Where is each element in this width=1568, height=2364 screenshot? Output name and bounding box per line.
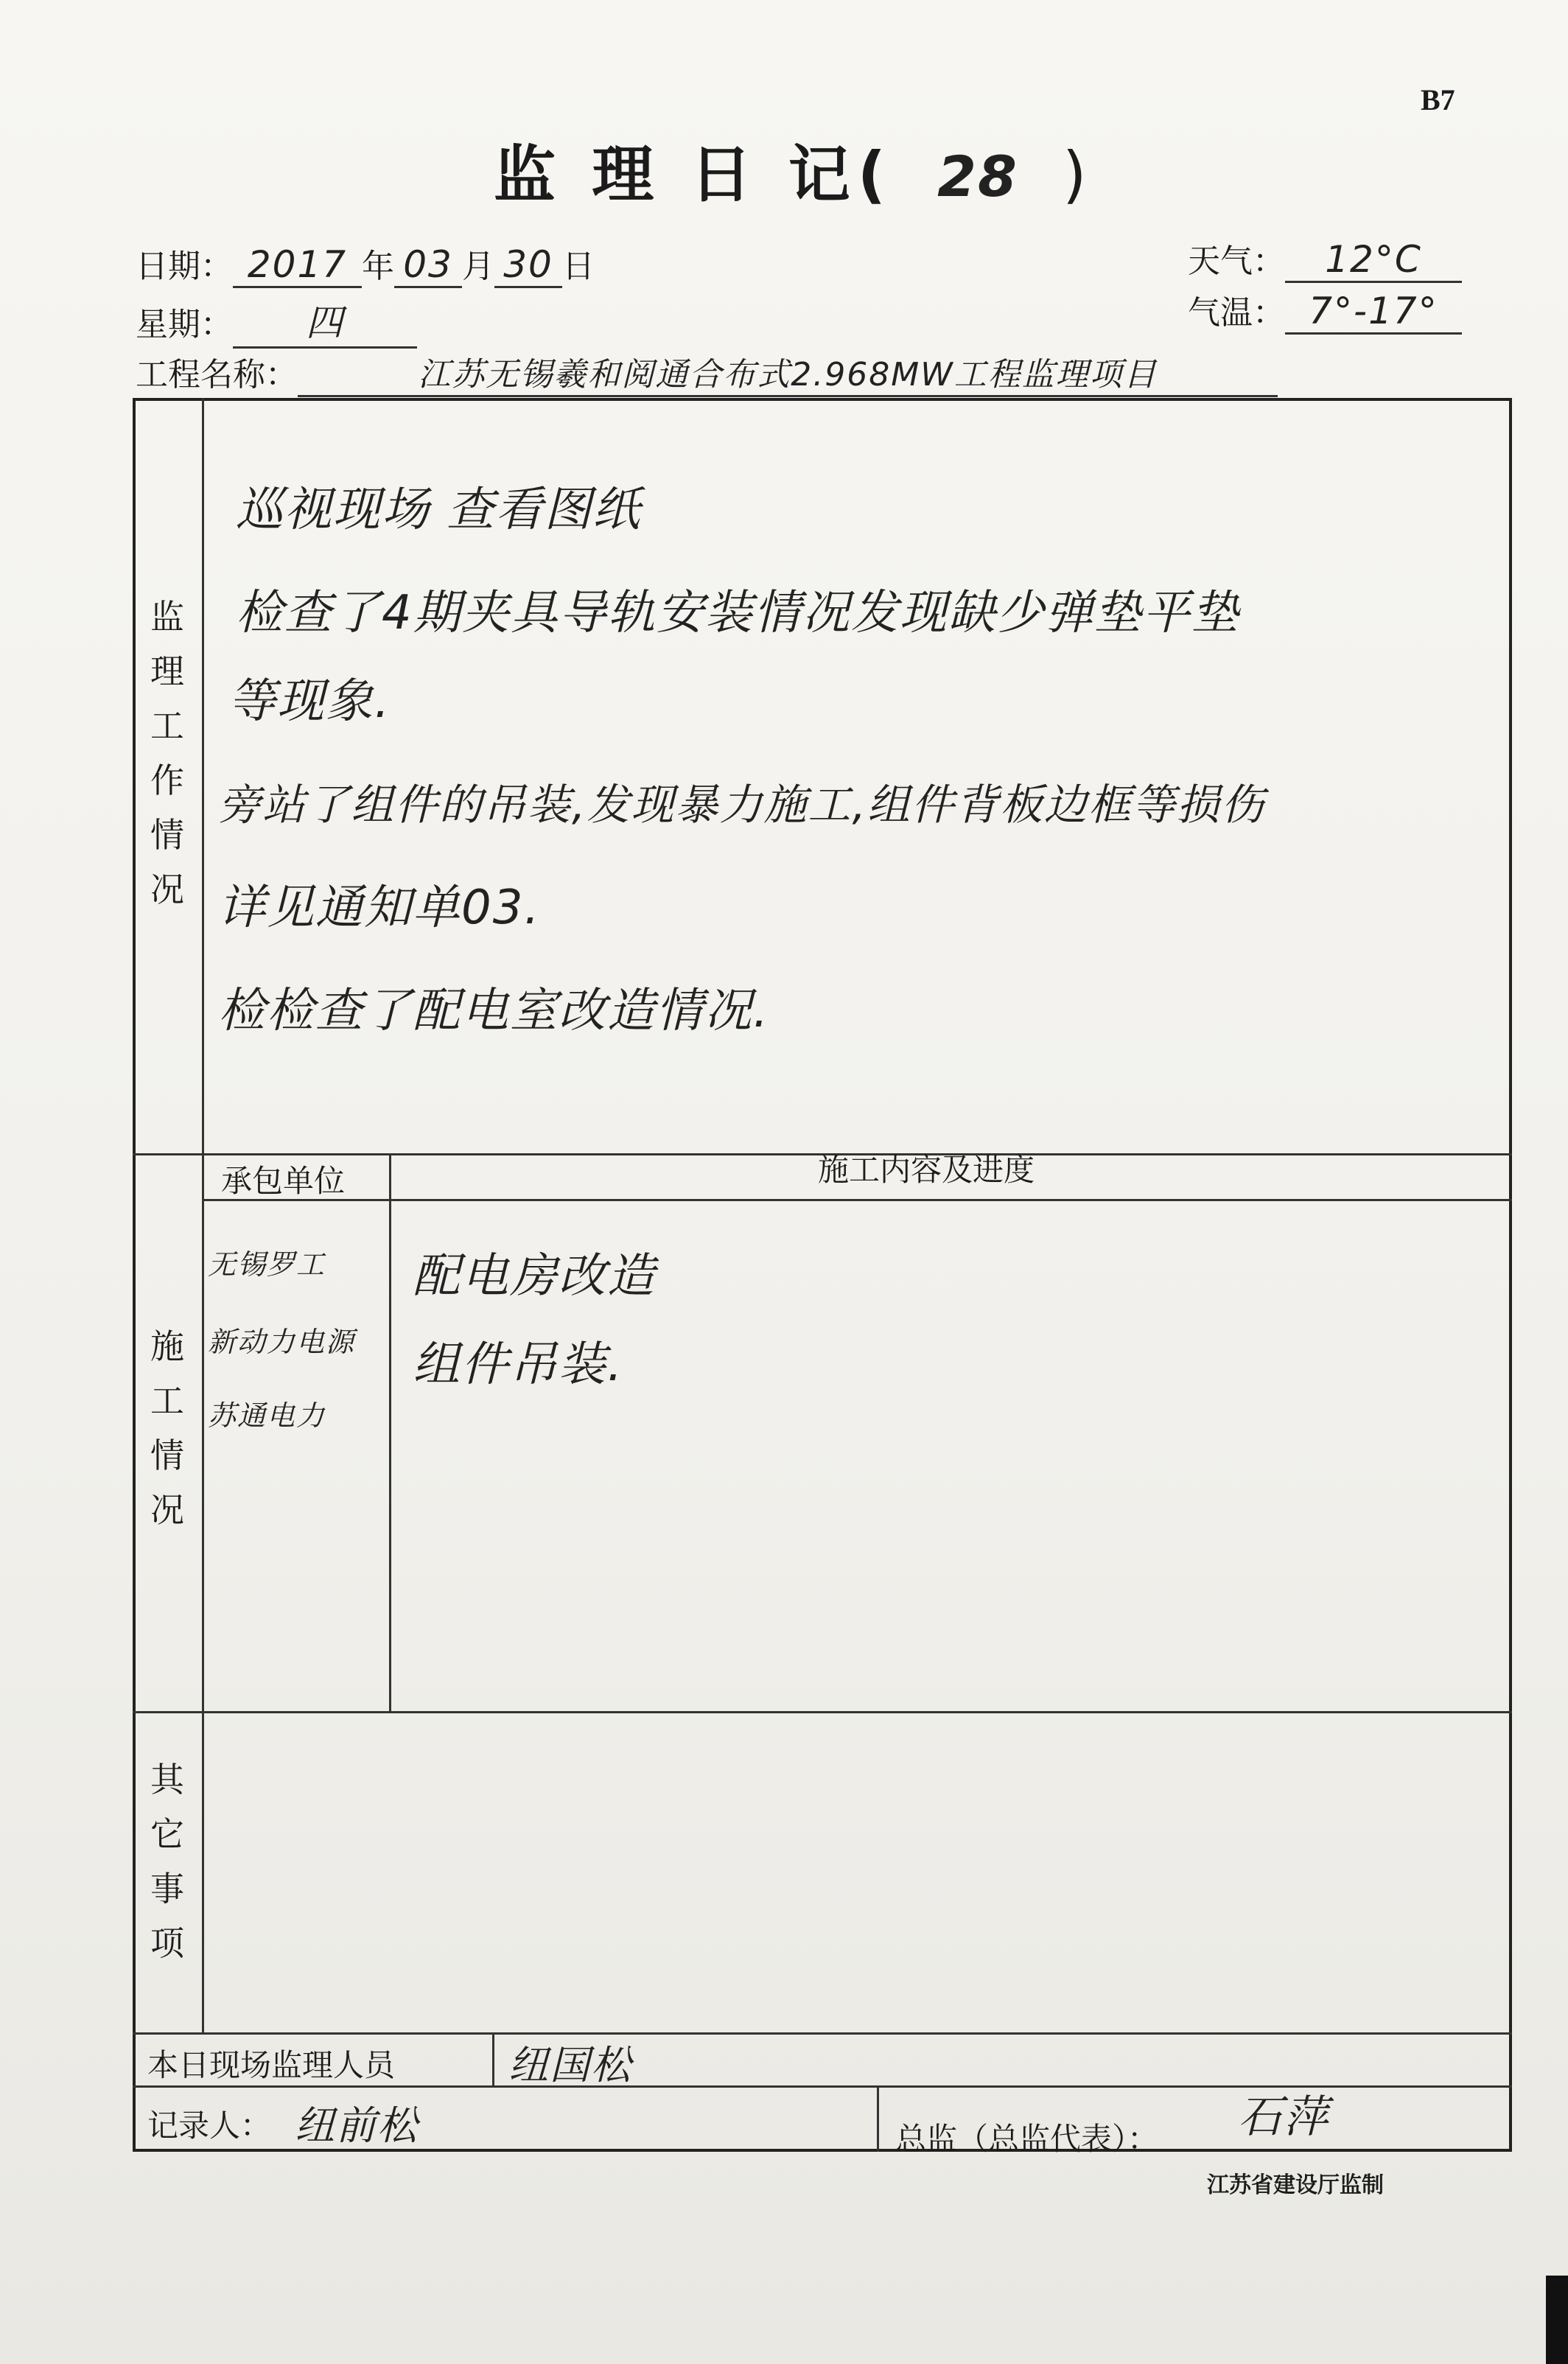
weekday-row [136,293,417,349]
date-label: 日期： [136,248,233,285]
supervision-line: 旁站了组件的吊装,发现暴力施工,组件背板边框等损伤 [218,780,1265,830]
recorder-signature: 纽前松 [295,2102,419,2149]
other-divider [133,2032,1512,2035]
progress-item: 配电房改造 [413,1249,656,1304]
chief-signature: 石萍 [1238,2091,1329,2143]
recorder-label: 记录人： [147,2108,272,2144]
contractor-divider [389,1153,391,1711]
construction-label-text: 施 工 情 况 [150,1326,184,1530]
weather-row [1188,234,1462,283]
diary-number: 28 [937,144,1018,209]
weekday-value: 四 [233,293,417,349]
scan-shadow [1546,2276,1568,2364]
project-name: 江苏无锡羲和阅通合布式2.968MW工程监理项目 [298,348,1278,397]
month-suffix: 月 [462,248,494,285]
weather-label: 天气： [1188,242,1285,280]
project-row [136,348,1278,397]
contractor-item: 新动力电源 [208,1326,356,1358]
content-header: 施工内容及进度 [818,1152,1035,1188]
temperature-row [1188,286,1462,335]
form-code: B7 [1421,83,1455,116]
day-suffix: 日 [562,248,595,285]
contractor-item: 苏通电力 [208,1399,326,1432]
title-text: 监 理 日 记( [494,139,894,211]
construction-divider [133,1711,1512,1713]
chief-label: 总监（总监代表）： [895,2121,1159,2157]
supervision-line: 巡视现场 查看图纸 [236,483,642,537]
date-row [136,239,595,288]
date-year: 2017 [233,243,362,288]
date-day: 30 [494,243,562,288]
staff-signature: 纽国松 [508,2042,632,2088]
chief-divider [877,2085,879,2152]
temperature-label: 气温： [1188,294,1285,332]
staff-label: 本日现场监理人员 [147,2047,396,2083]
staff-name-divider [492,2032,494,2085]
other-label-text: 其 它 事 项 [150,1760,184,1963]
supervision-label-text: 监 理 工 作 情 况 [150,597,184,909]
other-label [133,1752,202,1970]
progress-item: 组件吊装. [413,1337,624,1392]
supervision-line: 检查了4期夹具导轨安装情况发现缺少弹垫平垫 [236,586,1240,640]
weather-value: 12°C [1285,238,1462,283]
construction-header-divider [202,1199,1512,1201]
contractor-header: 承包单位 [221,1163,346,1199]
year-suffix: 年 [362,248,394,285]
weekday-label: 星期： [136,306,233,343]
issuer-text: 江苏省建设厅监制 [1207,2172,1384,2198]
supervision-line: 详见通知单03. [218,881,541,935]
supervision-line: 检检查了配电室改造情况. [218,984,770,1038]
date-month: 03 [394,243,462,288]
supervision-label [133,590,202,917]
supervision-line: 等现象. [228,674,391,729]
label-divider [202,398,204,2034]
diary-table [133,398,1512,2152]
project-label: 工程名称： [136,356,298,394]
page-title [494,125,1094,214]
title-close: ) [1062,139,1094,211]
temperature-value: 7°-17° [1285,290,1462,335]
contractor-item: 无锡罗工 [208,1248,326,1281]
construction-label [133,1319,202,1537]
